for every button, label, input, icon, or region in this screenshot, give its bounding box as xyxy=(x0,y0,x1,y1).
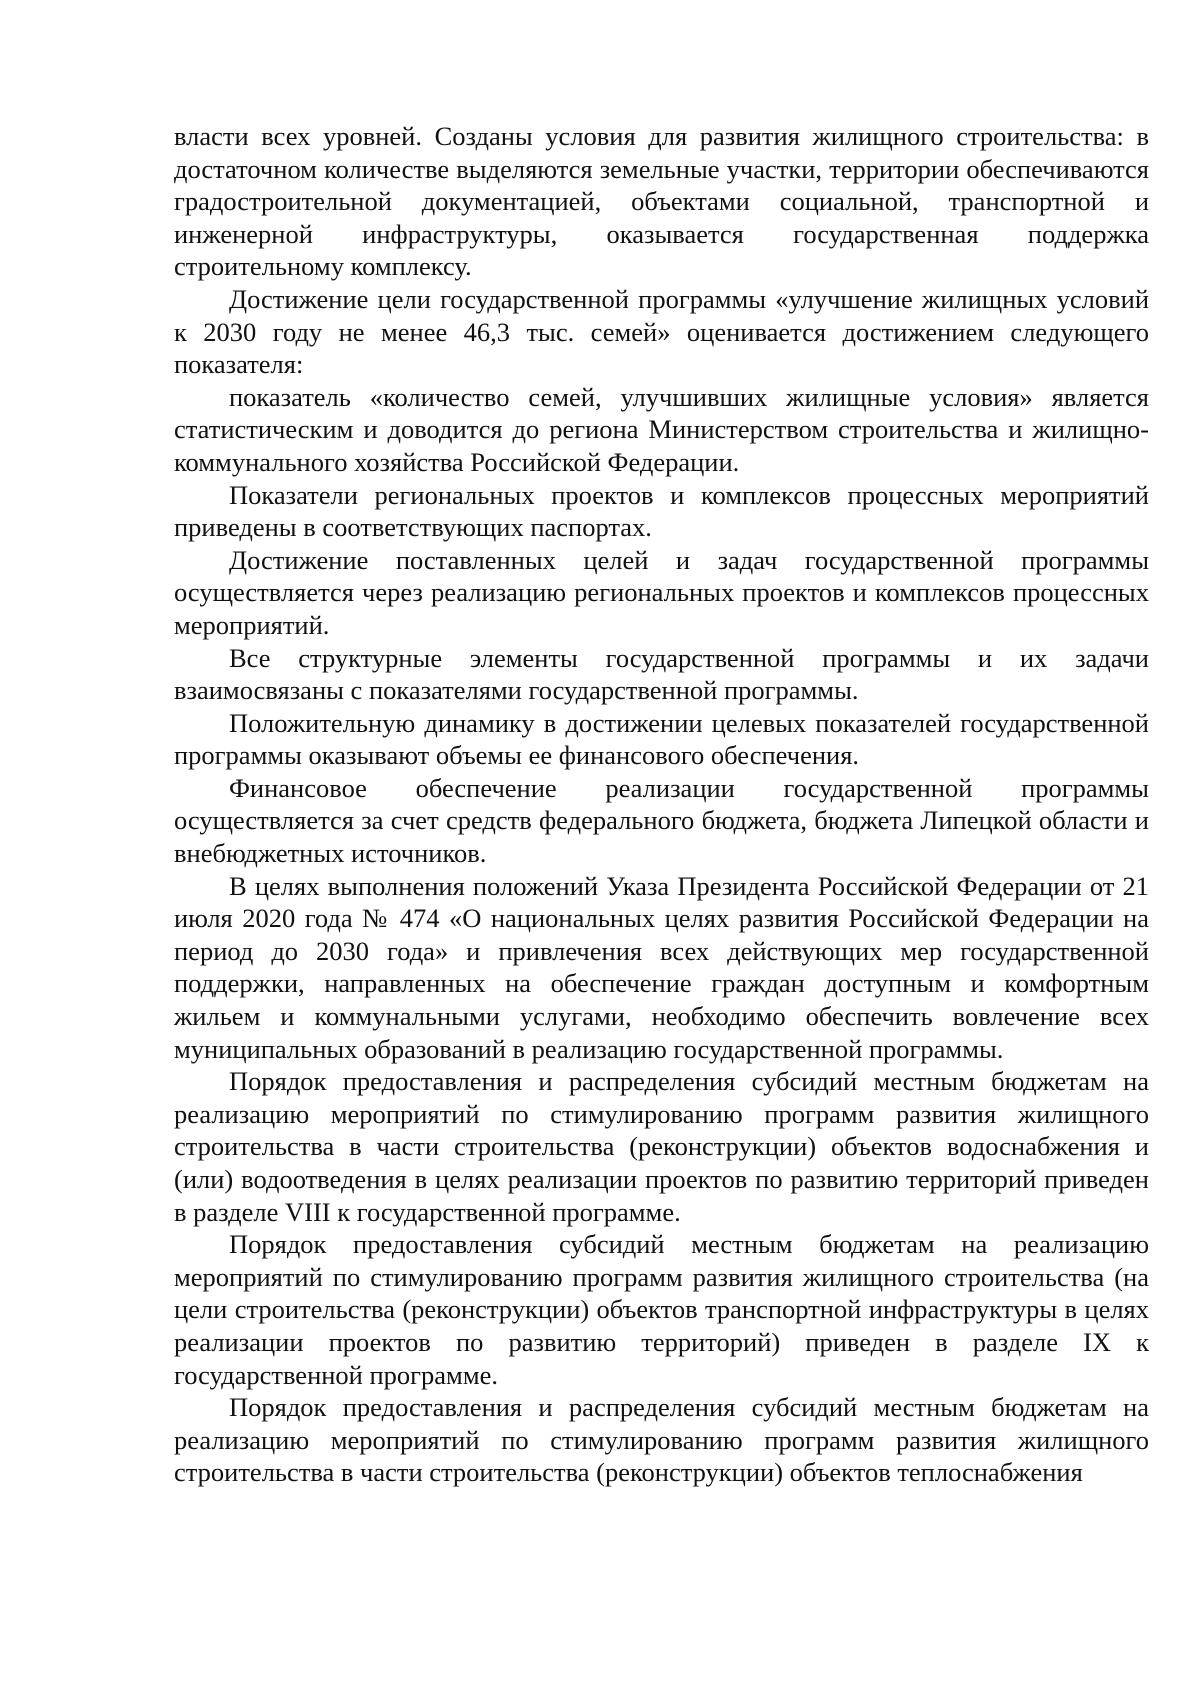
paragraph-9: В целях выполнения положений Указа Президента Российской Федерации от 21 июля 2020 года № 474 «О национальных целях развития Российской Федерации на период до 2030 года» и привлечения всех действующих мер государственной поддержки, направленных на обеспечение граждан доступным и комфортным жильем и коммунальными услугами, необходимо обеспечить вовлечение всех муниципальных образований в реализацию государственной программы. xyxy=(174,870,1149,1064)
paragraph-10: Порядок предоставления и распределения субсидий местным бюджетам на реализацию мероприятий по стимулированию программ развития жилищного строительства в части строительства (реконструкции) объектов водоснабжения и (или) водоотведения в целях реализации проектов по развитию территорий приведен в разделе VIII к государственной программе. xyxy=(174,1066,1149,1227)
document-page xyxy=(174,120,1149,1489)
paragraph-5: Достижение поставленных целей и задач государственной программы осуществляется через реализацию региональных проектов и комплексов процессных мероприятий. xyxy=(174,544,1149,640)
paragraph-1: власти всех уровней. Созданы условия для развития жилищного строительства: в достаточном количестве выделяются земельные участки, территории обеспечиваются градостроительной документацией, объектами социальной, транспортной и инженерной инфраструктуры, оказывается государственная поддержка строительному комплексу. xyxy=(174,121,1149,282)
paragraph-2: Достижение цели государственной программы «улучшение жилищных условий к 2030 году не менее 46,3 тыс. семей» оценивается достижением следующего показателя: xyxy=(174,283,1149,380)
paragraph-7: Положительную динамику в достижении целевых показателей государственной программы оказывают объемы ее финансового обеспечения. xyxy=(174,707,1149,771)
paragraph-11: Порядок предоставления субсидий местным бюджетам на реализацию мероприятий по стимулированию программ развития жилищного строительства (на цели строительства (реконструкции) объектов транспортной инфраструктуры в целях реализации проектов по развитию территорий) приведен в разделе IX к государственной программе. xyxy=(174,1229,1149,1390)
paragraph-6: Все структурные элементы государственной программы и их задачи взаимосвязаны с показателями государственной программы. xyxy=(174,642,1149,706)
paragraph-4: Показатели региональных проектов и комплексов процессных мероприятий приведены в соответствующих паспортах. xyxy=(174,479,1149,543)
paragraph-8: Финансовое обеспечение реализации государственной программы осуществляется за счет средств федерального бюджета, бюджета Липецкой области и внебюджетных источников. xyxy=(174,772,1149,869)
paragraph-3: показатель «количество семей, улучшивших жилищные условия» является статистическим и доводится до региона Министерством строительства и жилищно-коммунального хозяйства Российской Федерации. xyxy=(174,381,1149,477)
paragraph-12: Порядок предоставления и распределения субсидий местным бюджетам на реализацию мероприятий по стимулированию программ развития жилищного строительства в части строительства (реконструкции) объектов теплоснабжения xyxy=(174,1392,1149,1488)
